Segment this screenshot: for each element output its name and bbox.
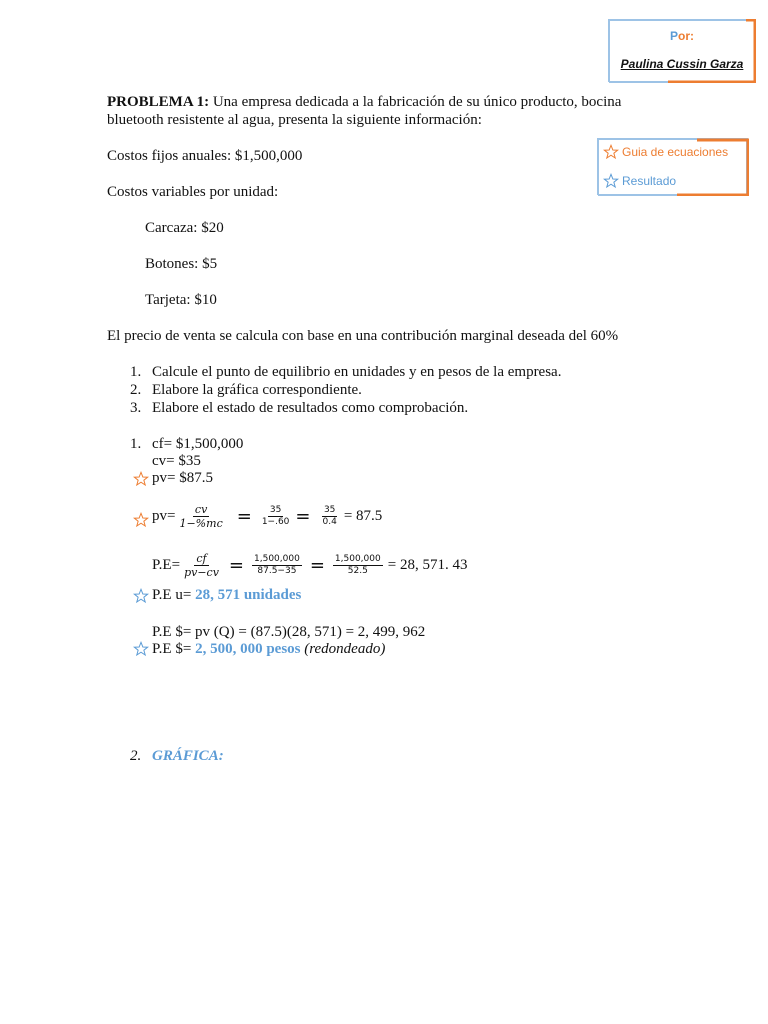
pe-pesos-calc: P.E $= pv (Q) = (87.5)(28, 571) = 2, 499, 962: [152, 624, 426, 640]
pe-units-value: 28, 571 unidades: [195, 587, 302, 603]
fixed-costs: Costos fijos anuales: $1,500,000: [107, 148, 303, 164]
legend-label-equations: Guia de ecuaciones: [622, 145, 729, 159]
task-item-1: 1. Calcule el punto de equilibrio en unidades y en pesos de la empresa.: [130, 364, 562, 380]
pv-fraction-simplified: $\frac{35}{0.4}$: [322, 505, 337, 527]
star-outline-icon: [603, 173, 619, 189]
solution-cv: cv= $35: [152, 453, 201, 469]
solution-cf: cf= $1,500,000: [152, 436, 244, 452]
pv-eq-lhs: pv=: [152, 508, 176, 524]
pe-units-result: P.E u= 28, 571 unidades: [152, 587, 302, 603]
legend-label-result: Resultado: [622, 174, 677, 188]
pv-eq-result: = 87.5: [343, 508, 383, 524]
legend-item-equations: [603, 144, 728, 160]
problem-intro-line-1: [107, 93, 621, 111]
author-box: [608, 19, 756, 83]
grafica-heading: 2. GRÁFICA:: [130, 748, 224, 764]
task-item-3: 3. Elabore el estado de resultados como comprobación.: [130, 400, 469, 416]
pe-fraction-symbolic: $\frac{cf}{pv-cv}$: [184, 552, 219, 579]
pe-fraction-simplified: $\frac{1,500,000}{52.5}$: [334, 554, 381, 576]
problem-intro-text-1: Una empresa dedicada a la fabricación de su único producto, bocina: [209, 94, 622, 110]
pe-equation: P.E= $\frac{cf}{pv-cv}$ = $\frac{1,500,000}{87.5-35}$ = $\frac{1,500,000}{52.5}$ = 28, 571. 43: [152, 552, 468, 579]
author-label: Por:: [669, 29, 694, 43]
cost-carcaza: Carcaza: $20: [145, 220, 224, 236]
pe-eq-lhs: P.E=: [152, 557, 181, 573]
problem-heading: PROBLEMA 1:: [107, 94, 210, 110]
star-outline-icon: [133, 512, 149, 528]
legend-item-result: [603, 173, 676, 189]
variable-costs-title: Costos variables por unidad:: [107, 184, 279, 200]
task-item-2: 2. Elabore la gráfica correspondiente.: [130, 382, 362, 398]
solution-num: 1.: [130, 436, 142, 452]
star-outline-icon: [603, 144, 619, 160]
pv-fraction-values: $\frac{35}{1-.60}$: [261, 505, 290, 527]
pe-fraction-values: $\frac{1,500,000}{87.5-35}$: [254, 554, 300, 576]
author-name: Paulina Cussin Garza: [620, 57, 744, 71]
price-text: El precio de venta se calcula con base en una contribución marginal deseada del 60%: [107, 328, 619, 344]
pe-pesos-value: 2, 500, 000 pesos: [195, 641, 301, 657]
solution-pv: pv= $87.5: [152, 470, 213, 486]
pv-fraction-symbolic: $\frac{cv}{1-\%mc}$: [179, 503, 223, 530]
pe-pesos-note: (redondeado): [300, 641, 386, 657]
legend-box: [597, 138, 749, 196]
star-outline-icon: [133, 588, 149, 604]
pv-equation: pv= $\frac{cv}{1-\%mc}$ = $\frac{35}{1-.60}$ = $\frac{35}{0.4}$ = 87.5: [152, 503, 383, 530]
cost-botones: Botones: $5: [145, 256, 218, 272]
star-outline-icon: [133, 641, 149, 657]
cost-tarjeta: Tarjeta: $10: [145, 292, 217, 308]
star-outline-icon: [133, 471, 149, 487]
pe-eq-result: = 28, 571. 43: [387, 557, 468, 573]
pe-pesos-result: P.E $= 2, 500, 000 pesos (redondeado): [152, 641, 386, 657]
problem-intro-line-2: bluetooth resistente al agua, presenta la siguiente información:: [107, 112, 482, 128]
grafica-title: GRÁFICA:: [152, 748, 224, 764]
